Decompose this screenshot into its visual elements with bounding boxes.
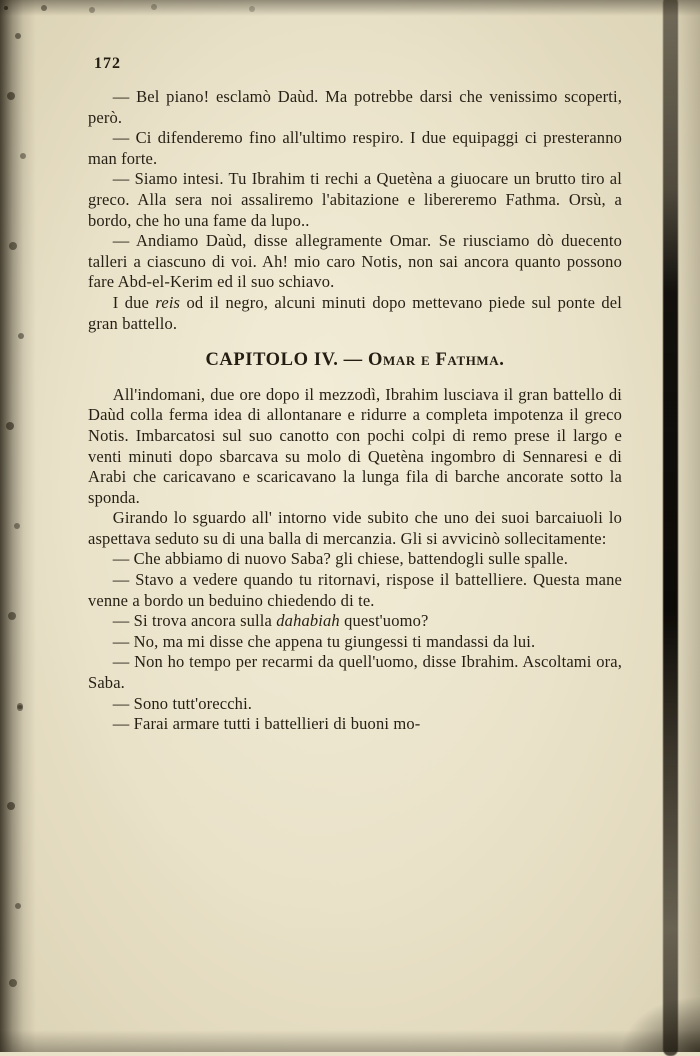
scan-top-edge-shadow: [0, 0, 700, 16]
paragraph: [88, 611, 622, 632]
body-text: Girando lo sguardo all' intorno vide subito che uno dei suoi barcaiuoli lo aspettava seduto su di una balla di mercanzia. Gli si avvicinò sollecitamente:: [88, 508, 622, 548]
body-text: — Non ho tempo per recarmi da quell'uomo, disse Ibrahim. Ascoltami ora, Saba.: [88, 652, 622, 693]
scan-noise-specks: [4, 6, 8, 10]
scan-right-edge-bar: [663, 0, 678, 1056]
body-text: quest'uomo?: [339, 611, 429, 631]
body-text: — Andiamo Daùd, disse allegramente Omar. Se riusciamo dò duecento talleri a ciascuno di voi. Ah! mio caro Notis, non sai ancora quanto possono fare Abd-el-Kerim ed il suo schiavo.: [88, 231, 622, 292]
body-text: — Stavo a vedere quando tu ritornavi, rispose il battelliere. Questa mane venne a bordo un beduino chiedendo di te.: [88, 570, 622, 610]
scan-corner-smudge: [620, 996, 700, 1052]
scan-bottom-edge-shadow: [0, 1030, 700, 1052]
body-text: — Che abbiamo di nuovo Saba? gli chiese, battendogli sulle spalle.: [112, 549, 569, 569]
body-text: — Bel piano! esclamò Daùd. Ma potrebbe darsi che venissimo scoperti, però.: [88, 87, 622, 127]
body-text: I due: [112, 292, 156, 312]
body-text: — Ci difenderemo fino all'ultimo respiro. I due equipaggi ci presteranno man forte.: [88, 128, 622, 168]
body-text: All'indomani, due ore dopo il mezzodì, Ibrahim lusciava il gran battello di Daùd colla ferma idea di allontanare e ridurre a completa impotenza il greco Notis. Imbarcatosi sul suo canotto con pochi colpi di remo prese il largo e venti minuti dopo sbarcava su molo di Quetèna ingombro di Sennaresi e di Arabi che caricavano e scaricavano la lunga fila di barche ancorate sotto la sponda.: [88, 384, 622, 507]
page-number: 172: [94, 55, 121, 72]
paragraph: [88, 385, 622, 509]
body-text: — No, ma mi disse che appena tu giungessi ti mandassi da lui.: [112, 631, 536, 651]
body-text: — Sono tutt'orecchi.: [112, 693, 253, 713]
paragraph: [88, 652, 622, 693]
paragraph: [88, 570, 622, 611]
paragraph: [88, 231, 622, 293]
paragraph: [88, 128, 622, 169]
scan-left-edge-shadow: [0, 0, 36, 1052]
paragraph: [88, 169, 622, 231]
paragraphs-before-heading: [88, 87, 622, 334]
paragraph: [88, 508, 622, 549]
paragraph: [88, 549, 622, 570]
scan-right-edge-shading: [676, 0, 700, 1052]
italic-text: reis: [155, 292, 181, 312]
paragraph: [88, 694, 622, 715]
body-text: — Si trova ancora sulla: [112, 611, 277, 631]
paragraphs-after-heading: [88, 385, 622, 735]
paragraph: [88, 714, 622, 735]
italic-text: dahabiah: [276, 611, 340, 631]
body-text: od il negro, alcuni minuti dopo mettevano piede sul ponte del gran battello.: [88, 292, 623, 333]
paragraph: [88, 87, 622, 128]
paragraph: [88, 293, 622, 334]
text-block: [88, 87, 622, 735]
paragraph: [88, 632, 622, 653]
body-text: — Farai armare tutti i battellieri di buoni mo-: [112, 714, 421, 734]
chapter-heading: CAPITOLO IV. — Omar e Fathma.: [205, 350, 505, 371]
body-text: — Siamo intesi. Tu Ibrahim ti rechi a Quetèna a giuocare un brutto tiro al greco. Alla sera noi assaliremo l'abitazione e libereremo Fathma. Orsù, a bordo, che ho una fame da lupo..: [88, 169, 622, 230]
